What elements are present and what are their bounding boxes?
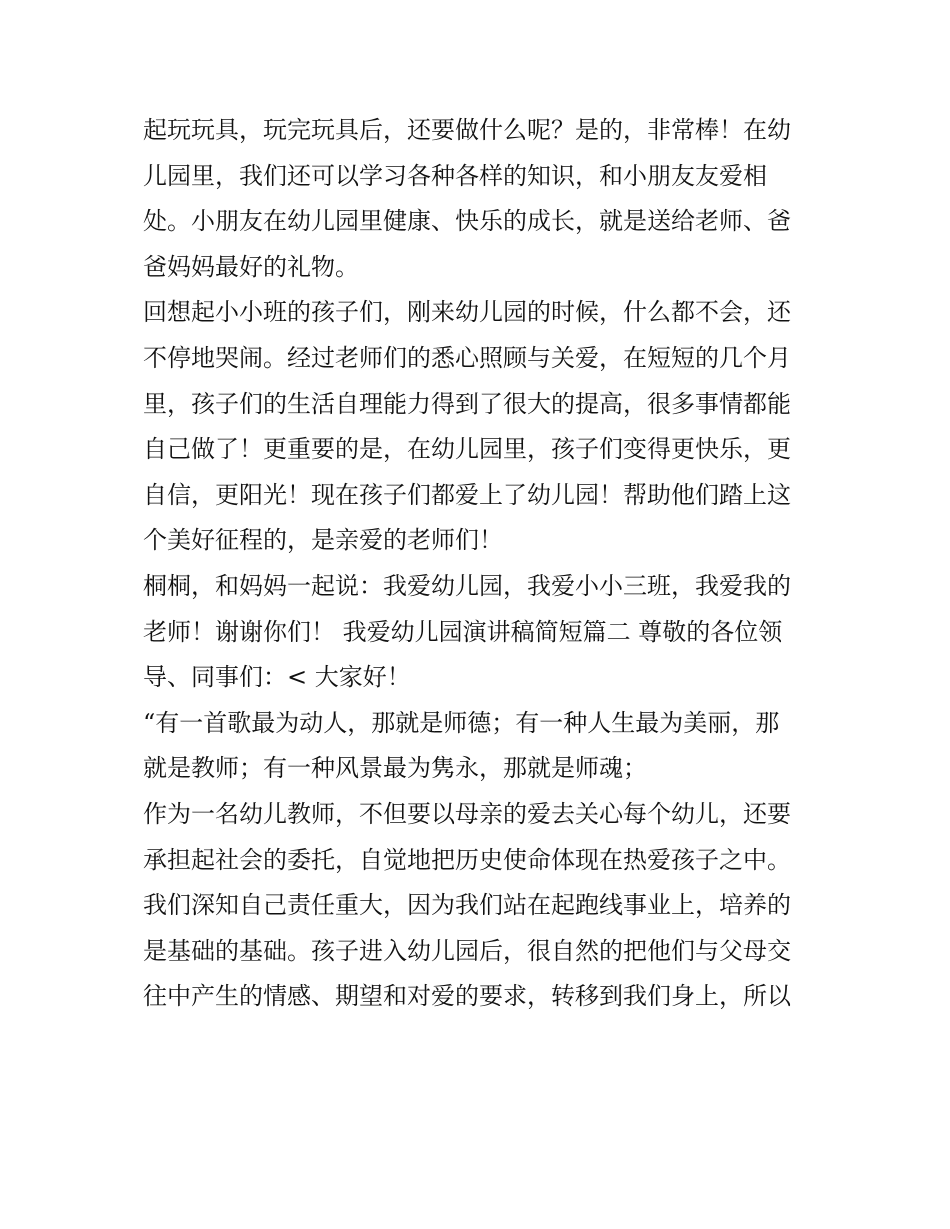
text-line: 爸妈妈最好的礼物。 [143, 252, 359, 281]
text-line: 老师！谢谢你们！ 我爱幼儿园演讲稿简短篇二 尊敬的各位领 [143, 617, 783, 646]
text-line: 里，孩子们的生活自理能力得到了很大的提高，很多事情都能 [143, 389, 791, 418]
text-line: 儿园里，我们还可以学习各种各样的知识，和小朋友友爱相 [143, 161, 767, 190]
text-line: 我们深知自己责任重大，因为我们站在起跑线事业上，培养的 [143, 891, 791, 920]
text-line: 导、同事们：< 大家好！ [143, 663, 411, 692]
text-line: 作为一名幼儿教师，不但要以母亲的爱去关心每个幼儿，还要 [143, 799, 791, 828]
text-line: 就是教师；有一种风景最为隽永，那就是师魂； [143, 754, 647, 783]
text-line: 往中产生的情感、期望和对爱的要求，转移到我们身上，所以 [143, 982, 791, 1011]
text-line: 回想起小小班的孩子们，刚来幼儿园的时候，什么都不会，还 [143, 298, 791, 327]
text-line: 自信，更阳光！现在孩子们都爱上了幼儿园！帮助他们踏上这 [143, 480, 791, 509]
text-line: 处。小朋友在幼儿园里健康、快乐的成长，就是送给老师、爸 [143, 207, 791, 236]
text-line: 个美好征程的，是亲爱的老师们！ [143, 526, 503, 555]
body-text [143, 108, 823, 1020]
text-line: 起玩玩具，玩完玩具后，还要做什么呢？是的，非常棒！在幼 [143, 116, 791, 144]
text-line: “有一首歌最为动人，那就是师德；有一种人生最为美丽，那 [143, 708, 780, 737]
text-line: 是基础的基础。孩子进入幼儿园后，很自然的把他们与父母交 [143, 936, 791, 965]
text-line: 自己做了！更重要的是，在幼儿园里，孩子们变得更快乐，更 [143, 435, 791, 464]
text-line: 桐桐，和妈妈一起说：我爱幼儿园，我爱小小三班，我爱我的 [143, 571, 791, 600]
text-line: 承担起社会的委托，自觉地把历史使命体现在热爱孩子之中。 [143, 845, 791, 874]
text-line: 不停地哭闹。经过老师们的悉心照顾与关爱，在短短的几个月 [143, 343, 791, 372]
